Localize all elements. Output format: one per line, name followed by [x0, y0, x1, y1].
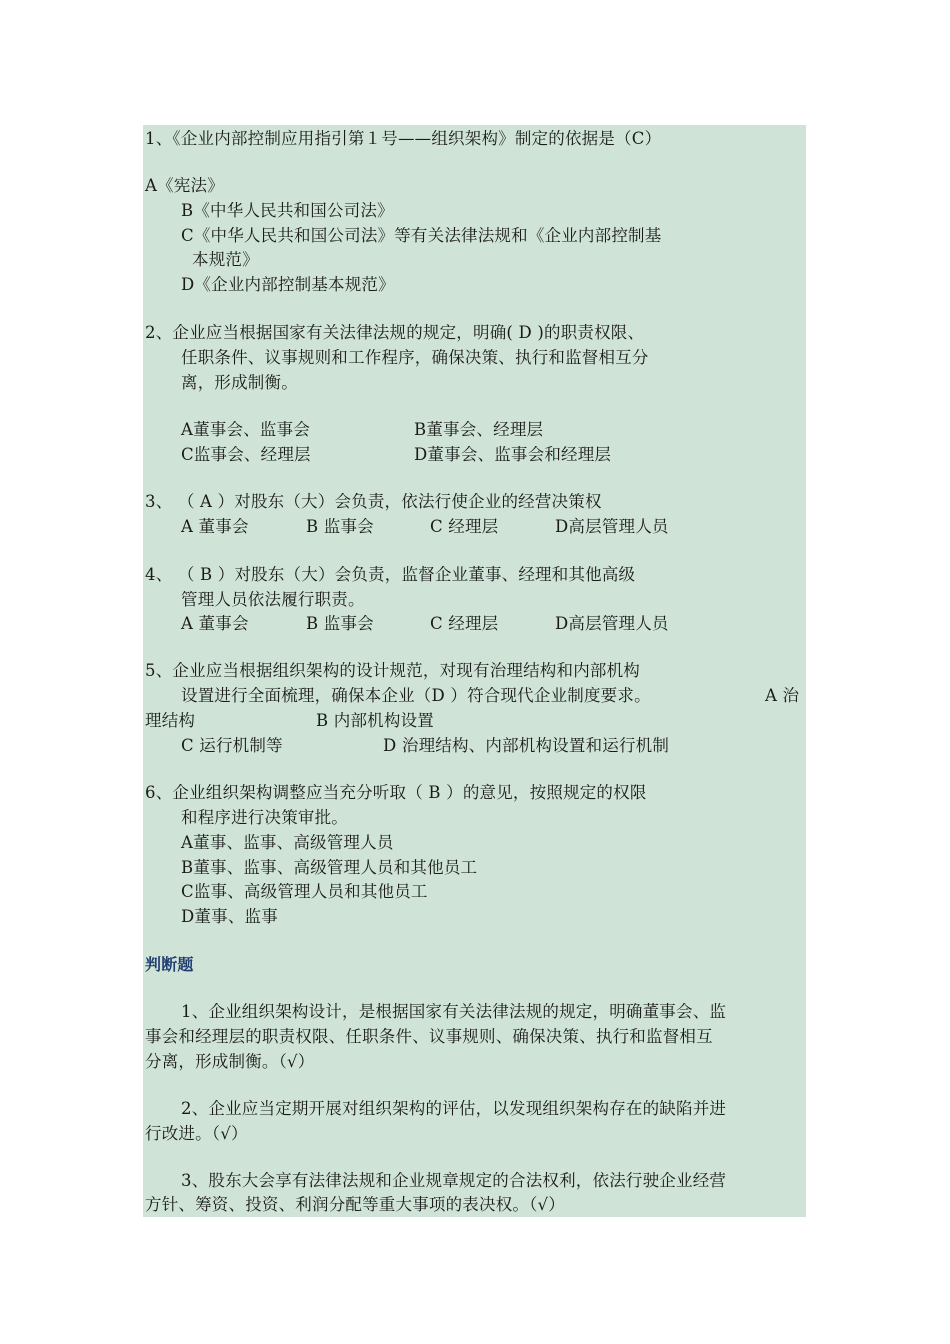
question-6-option-b: B董事、监事、高级管理人员和其他员工	[181, 858, 478, 877]
question-2-stem-line-2: 任职条件、议事规则和工作程序，确保决策、执行和监督相互分	[181, 348, 649, 367]
question-3-stem: 3、 （ A ）对股东（大）会负责，依法行使企业的经营决策权	[145, 492, 602, 511]
question-5-option-a-continued: 理结构	[145, 711, 196, 730]
question-5-option-c: C 运行机制等	[181, 736, 283, 755]
question-5-option-d: D 治理结构、内部机构设置和运行机制	[383, 736, 670, 755]
question-2-option-c: C监事会、经理层	[181, 445, 311, 464]
question-1-option-b: B《中华人民共和国公司法》	[181, 201, 394, 220]
question-4-option-d: D高层管理人员	[555, 614, 669, 633]
question-4-option-b: B 监事会	[306, 614, 374, 633]
question-6-option-a: A董事、监事、高级管理人员	[181, 833, 394, 852]
question-6-stem-line-2: 和程序进行决策审批。	[181, 808, 348, 827]
question-5-option-a: A 治	[765, 686, 800, 705]
question-4-stem-line-2: 管理人员依法履行职责。	[181, 590, 365, 609]
judgement-2: 2、企业应当定期开展对组织架构的评估，以发现组织架构存在的缺陷并进	[181, 1099, 727, 1118]
question-1-option-c-continued: 本规范》	[192, 250, 259, 269]
question-2-option-b: B董事会、经理层	[414, 420, 544, 439]
question-3-option-d: D高层管理人员	[555, 517, 669, 536]
question-1-stem: 1、《企业内部控制应用指引第１号——组织架构》制定的依据是（C）	[145, 129, 662, 148]
question-5-option-b: B 内部机构设置	[316, 711, 434, 730]
judgement-1-line-3: 分离，形成制衡。（√）	[145, 1052, 315, 1071]
question-3-option-a: A 董事会	[181, 517, 249, 536]
question-5-stem: 5、企业应当根据组织架构的设计规范，对现有治理结构和内部机构	[145, 661, 640, 680]
question-2-option-a: A董事会、监事会	[181, 420, 311, 439]
judgement-3-line-2: 方针、筹资、投资、利润分配等重大事项的表决权。（√）	[145, 1195, 565, 1214]
question-3-option-c: C 经理层	[430, 517, 499, 536]
question-1-option-a: A《宪法》	[145, 176, 224, 195]
question-3-option-b: B 监事会	[306, 517, 374, 536]
question-2-stem-line-3: 离，形成制衡。	[181, 373, 298, 392]
judgement-3: 3、股东大会享有法律法规和企业规章规定的合法权利，依法行驶企业经营	[181, 1171, 727, 1190]
question-5-stem-line-2: 设置进行全面梳理，确保本企业（D ）符合现代企业制度要求。	[181, 686, 651, 705]
section-heading-true-false: 判断题	[145, 955, 194, 974]
judgement-2-line-2: 行改进。（√）	[145, 1124, 248, 1143]
judgement-1-line-2: 事会和经理层的职责权限、任职条件、议事规则、确保决策、执行和监督相互	[145, 1027, 713, 1046]
question-6-option-c: C监事、高级管理人员和其他员工	[181, 882, 428, 901]
judgement-1: 1、企业组织架构设计，是根据国家有关法律法规的规定，明确董事会、监	[181, 1002, 727, 1021]
question-1-option-d: D《企业内部控制基本规范》	[181, 275, 395, 294]
question-2-stem: 2、企业应当根据国家有关法律法规的规定，明确( D )的职责权限、	[145, 323, 645, 342]
question-6-option-d: D董事、监事	[181, 907, 278, 926]
question-4-stem: 4、 （ B ）对股东（大）会负责，监督企业董事、经理和其他高级	[145, 565, 636, 584]
question-2-option-d: D董事会、监事会和经理层	[414, 445, 612, 464]
question-6-stem: 6、企业组织架构调整应当充分听取（ B ）的意见，按照规定的权限	[145, 783, 647, 802]
question-4-option-c: C 经理层	[430, 614, 499, 633]
question-4-option-a: A 董事会	[181, 614, 249, 633]
question-1-option-c: C《中华人民共和国公司法》等有关法律法规和《企业内部控制基	[181, 226, 662, 245]
